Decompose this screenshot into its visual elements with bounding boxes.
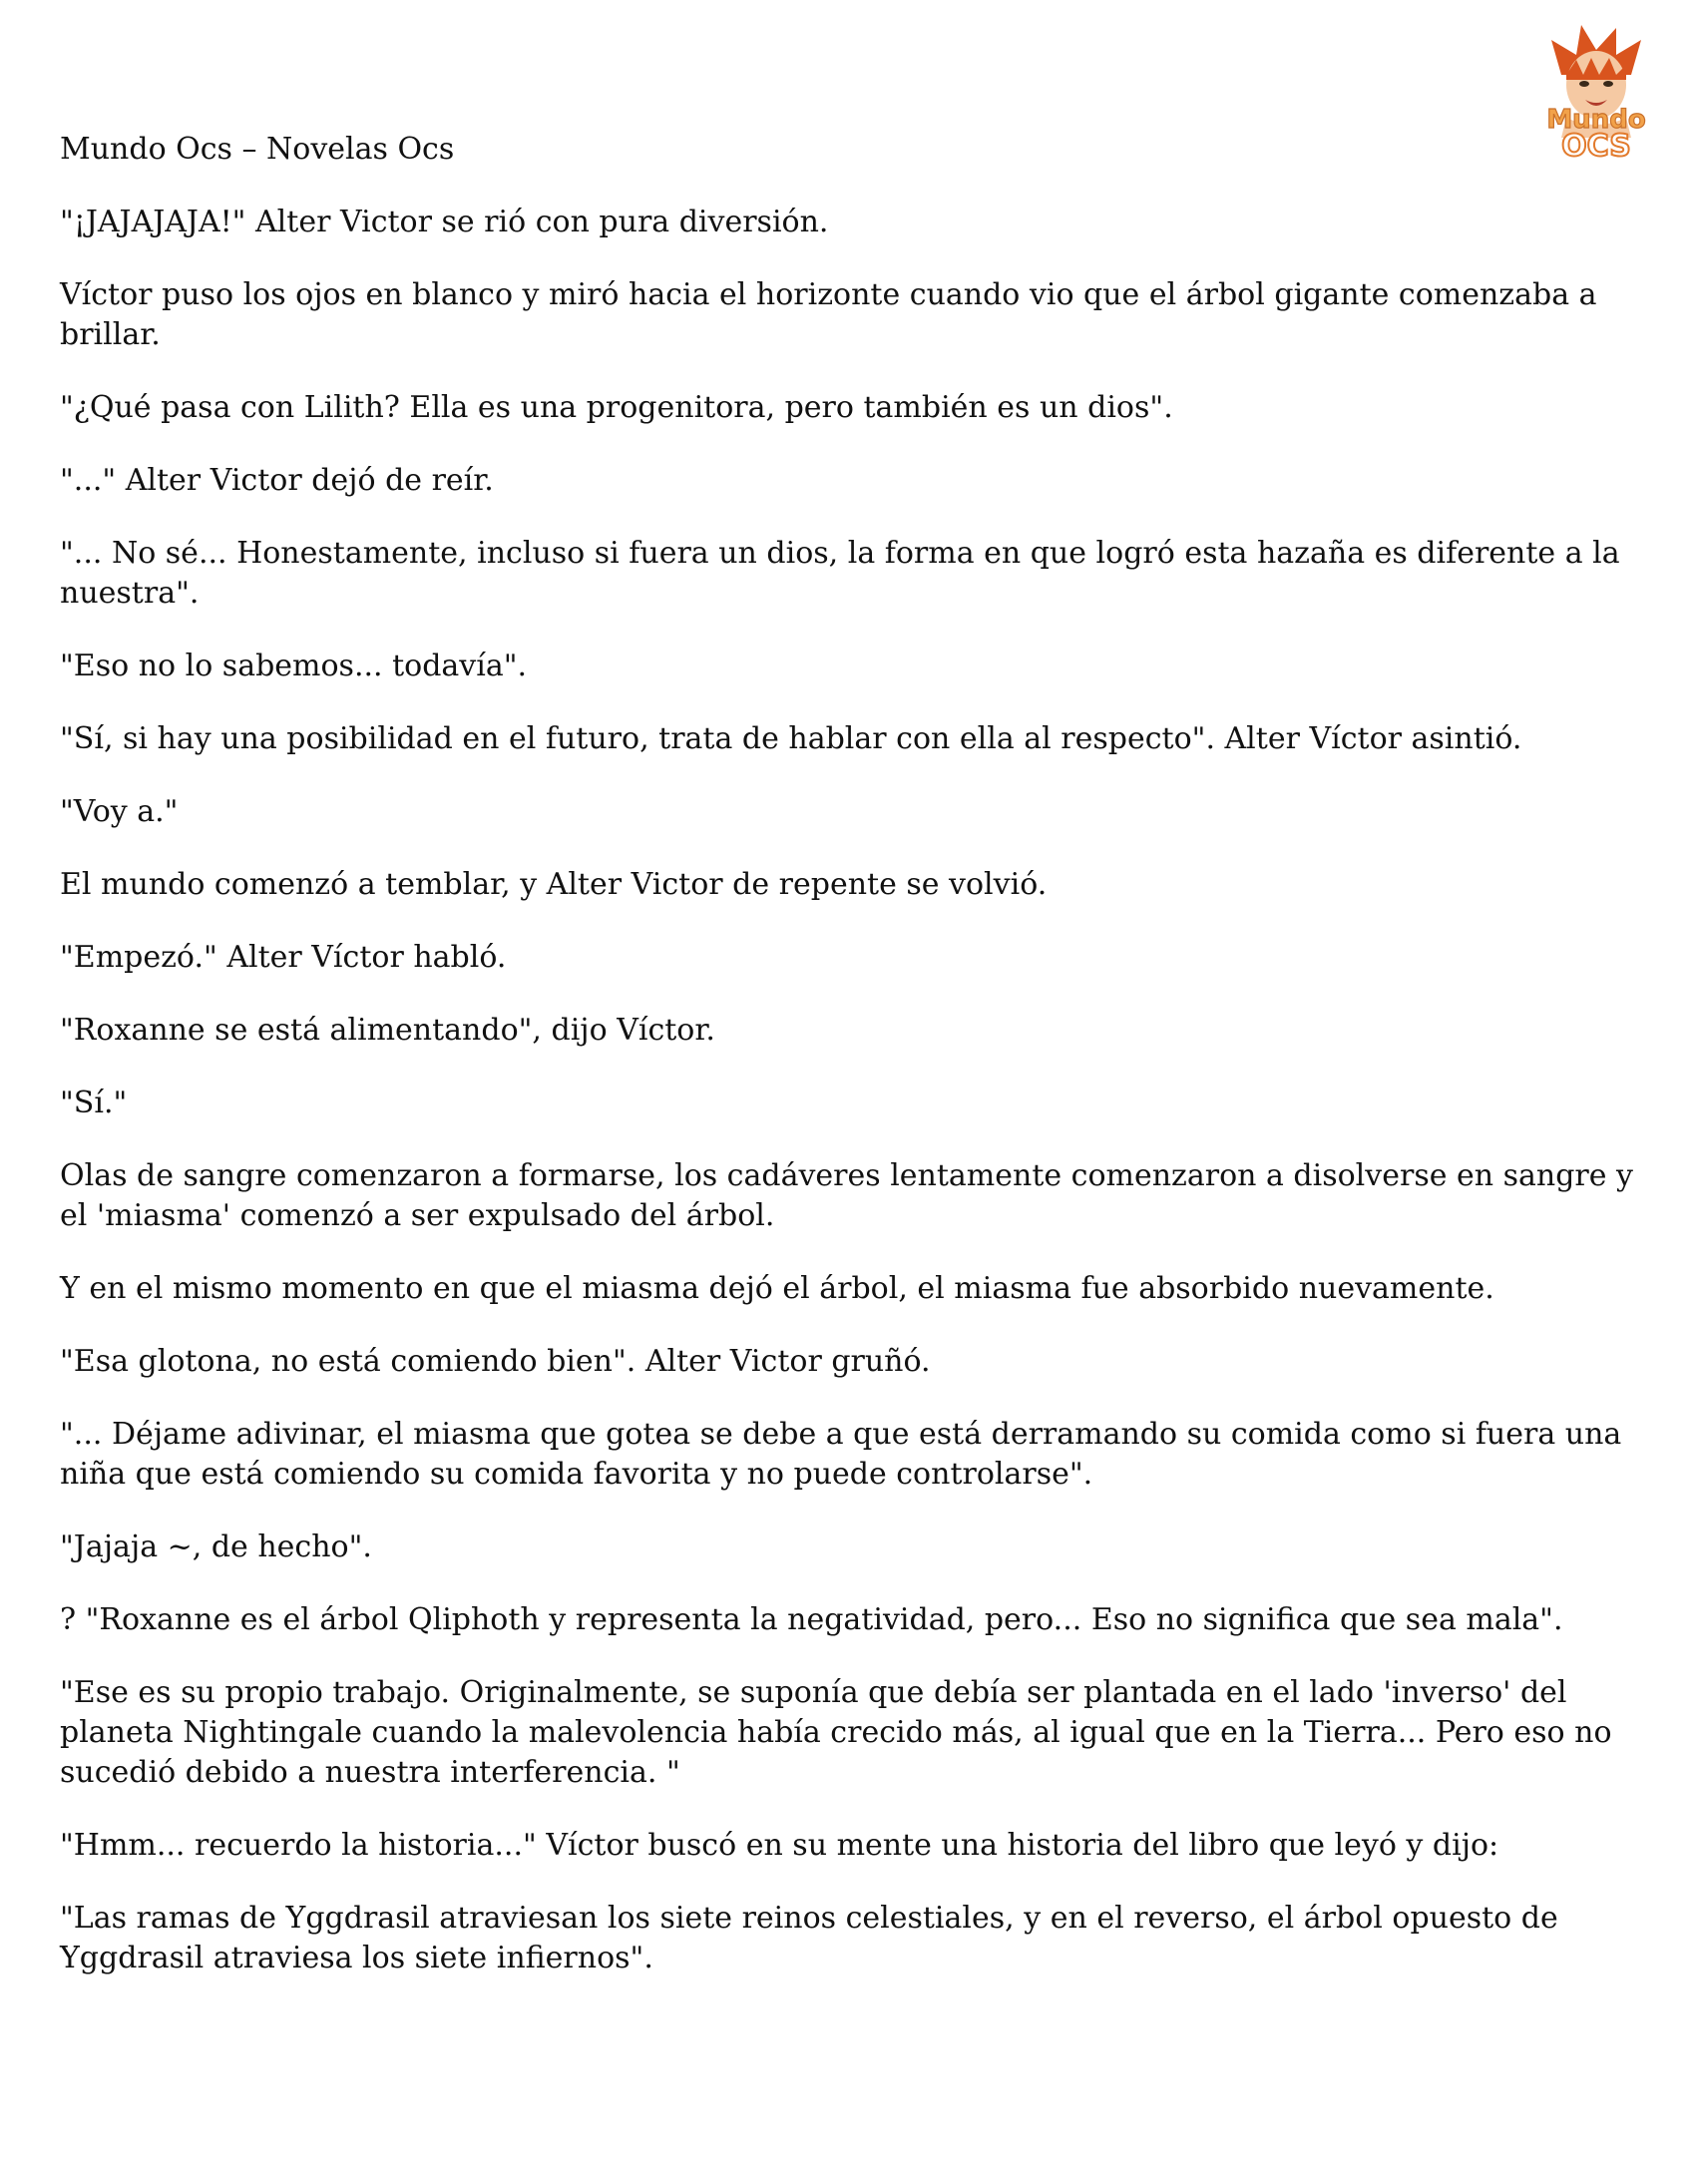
paragraph: "Las ramas de Yggdrasil atraviesan los siete reinos celestiales, y en el reverso, el árbol opuesto de Yggdrasil atraviesa los siete infiernos". — [60, 1901, 1558, 1975]
paragraph: "Ese es su propio trabajo. Originalmente, se suponía que debía ser plantada en el lado 'inverso' del planeta Nightingale cuando la malevolencia había crecido más, al igual que en la Tierra... Pero eso no sucedió debido a nuestra interferencia. " — [60, 1675, 1612, 1790]
paragraph: Víctor puso los ojos en blanco y miró hacia el horizonte cuando vio que el árbol gigante comenzaba a brillar. — [60, 277, 1597, 352]
paragraph: "¡JAJAJAJA!" Alter Victor se rió con pura diversión. — [60, 205, 829, 239]
paragraph: "... No sé... Honestamente, incluso si fuera un dios, la forma en que logró esta hazaña es diferente a la nuestra". — [60, 536, 1620, 611]
paragraph: El mundo comenzó a temblar, y Alter Victor de repente se volvió. — [60, 867, 1048, 902]
paragraph: "Esa glotona, no está comiendo bien". Alter Victor gruñó. — [60, 1344, 931, 1379]
paragraph-list — [60, 203, 1646, 1978]
paragraph: Olas de sangre comenzaron a formarse, los cadáveres lentamente comenzaron a disolverse en sangre y el 'miasma' comenzó a ser expulsado del árbol. — [60, 1158, 1634, 1233]
paragraph: "Empezó." Alter Víctor habló. — [60, 940, 507, 975]
paragraph: "Eso no lo sabemos... todavía". — [60, 649, 528, 683]
document-body — [60, 130, 1646, 2011]
paragraph: "Hmm... recuerdo la historia..." Víctor buscó en su mente una historia del libro que leyó y dijo: — [60, 1828, 1499, 1863]
svg-text:OCS: OCS — [1561, 129, 1631, 164]
paragraph: "¿Qué pasa con Lilith? Ella es una progenitora, pero también es un dios". — [60, 390, 1173, 425]
paragraph: "Sí, si hay una posibilidad en el futuro, trata de hablar con ella al respecto". Alter Víctor asintió. — [60, 721, 1522, 756]
document-header: Mundo Ocs – Novelas Ocs — [60, 132, 455, 167]
paragraph: "Voy a." — [60, 794, 179, 829]
paragraph: "..." Alter Victor dejó de reír. — [60, 463, 494, 498]
paragraph: "Jajaja ~, de hecho". — [60, 1529, 372, 1564]
paragraph: ? "Roxanne es el árbol Qliphoth y representa la negatividad, pero... Eso no significa que sea mala". — [60, 1602, 1563, 1637]
paragraph: Y en el mismo momento en que el miasma dejó el árbol, el miasma fue absorbido nuevamente. — [60, 1271, 1494, 1306]
paragraph: "... Déjame adivinar, el miasma que gotea se debe a que está derramando su comida como si fuera una niña que está comiendo su comida favorita y no puede controlarse". — [60, 1417, 1622, 1492]
svg-text:Mundo: Mundo — [1546, 105, 1646, 135]
paragraph: "Sí." — [60, 1086, 128, 1120]
paragraph: "Roxanne se está alimentando", dijo Víctor. — [60, 1013, 715, 1048]
